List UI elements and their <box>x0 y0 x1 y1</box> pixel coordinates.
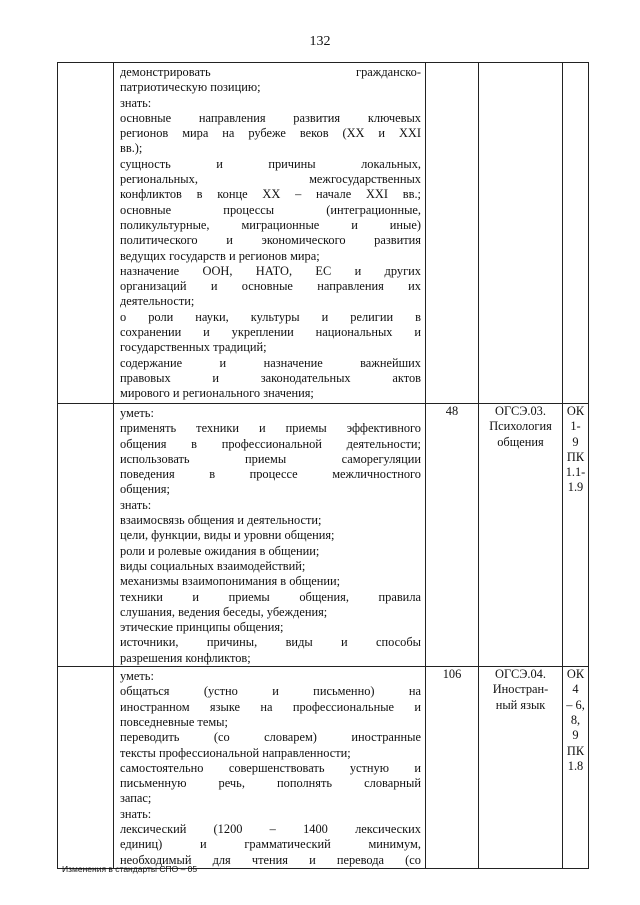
index-cell <box>58 63 114 404</box>
requirement-line: тексты профессиональной направленности; <box>120 745 351 760</box>
requirement-line: государственных традиций; <box>120 340 267 355</box>
discipline-code-line: Психология <box>489 419 552 434</box>
requirement-line: ведущих государств и регионов мира; <box>120 248 320 263</box>
requirement-line: региональных, межгосударственных <box>120 172 421 187</box>
requirement-line: о роли науки, культуры и религии в <box>120 309 421 324</box>
requirement-line: использовать приемы саморегуляции <box>120 451 421 466</box>
table-row <box>58 404 589 667</box>
discipline-code-cell <box>479 404 563 667</box>
requirement-line: переводить (со словарем) иностранные <box>120 730 421 745</box>
discipline-code-line: ОГСЭ.03. <box>495 404 546 418</box>
index-cell <box>58 667 114 869</box>
requirement-line: иностранном языке на профессиональные и <box>120 699 421 714</box>
requirement-line: деятельности; <box>120 294 195 309</box>
requirement-line: сущность и причины локальных, <box>120 156 421 171</box>
requirement-line: знать: <box>120 806 152 821</box>
requirement-line: конфликтов в конце XX – начале XXI вв.; <box>120 187 421 202</box>
requirement-line: лексический (1200 – 1400 лексических <box>120 822 421 837</box>
requirements-cell <box>114 667 426 869</box>
requirement-line: знать: <box>120 497 152 512</box>
requirements-cell <box>114 63 426 404</box>
requirement-line: общения в профессиональной деятельности; <box>120 436 421 451</box>
requirement-line: правовых и законодательных актов <box>120 370 421 385</box>
requirement-line: патриотическую позицию; <box>120 80 261 95</box>
requirement-line: организаций и основные направления их <box>120 279 421 294</box>
requirement-line: повседневные темы; <box>120 714 228 729</box>
requirement-line: знать: <box>120 95 152 110</box>
discipline-code-cell <box>479 63 563 404</box>
discipline-code-line: ОГСЭ.04. <box>495 667 546 682</box>
requirement-line: сохранении и укреплении национальных и <box>120 325 421 340</box>
standards-table <box>57 62 589 869</box>
competencies-cell <box>563 667 589 869</box>
requirement-line: вв.); <box>120 141 143 156</box>
competency-line: ПК <box>566 743 585 758</box>
requirement-line: общения; <box>120 482 170 497</box>
requirement-line: единиц) и грамматический минимум, <box>120 837 421 852</box>
requirement-line: виды социальных взаимодействий; <box>120 558 306 573</box>
requirement-line: необходимый для чтения и перевода (со <box>120 852 421 867</box>
competency-line: ПК <box>566 449 585 464</box>
index-cell <box>58 404 114 667</box>
discipline-code-line: Иностран- <box>492 682 549 697</box>
competency-line: 1.8 <box>567 758 584 773</box>
requirement-line: цели, функции, виды и уровни общения; <box>120 528 335 543</box>
requirement-line: слушания, ведения беседы, убеждения; <box>120 604 328 619</box>
hours-cell: 106 <box>426 667 479 869</box>
requirement-line: письменную речь, пополнять словарный <box>120 776 421 791</box>
discipline-code-line: ный язык <box>495 697 546 712</box>
table-row <box>58 63 589 404</box>
discipline-code-cell <box>479 667 563 869</box>
requirement-line: содержание и назначение важнейших <box>120 355 421 370</box>
requirement-line: запас; <box>120 791 152 806</box>
requirement-line: уметь: <box>120 669 154 684</box>
requirement-line: взаимосвязь общения и деятельности; <box>120 513 322 528</box>
requirement-line: самостоятельно совершенствовать устную и <box>120 760 421 775</box>
requirements-cell <box>114 404 426 667</box>
discipline-code-line: общения <box>497 434 544 449</box>
competency-line: 9 <box>572 434 579 449</box>
competency-line: – 6, 8, <box>566 697 585 727</box>
requirement-line: политического и экономического развития <box>120 233 421 248</box>
hours-cell <box>426 63 479 404</box>
requirement-line: поликультурные, миграционные и иные) <box>120 217 421 232</box>
competency-line: ОК 4 <box>566 667 585 697</box>
competency-line: 1.1- <box>565 465 586 480</box>
requirement-line: мирового и регионального значения; <box>120 386 314 401</box>
requirement-line: источники, причины, виды и способы <box>120 635 421 650</box>
requirement-line: применять техники и приемы эффективного <box>120 421 421 436</box>
requirement-line: основные процессы (интеграционные, <box>120 202 421 217</box>
requirement-line: уметь: <box>120 406 154 420</box>
competencies-cell <box>563 404 589 667</box>
requirement-line: регионов мира на рубеже веков (XX и XXI <box>120 126 421 141</box>
requirement-line: разрешения конфликтов; <box>120 650 251 665</box>
requirement-line: механизмы взаимопонимания в общении; <box>120 574 341 589</box>
competency-line: ОК 1- <box>566 404 585 434</box>
page-number: 132 <box>309 34 331 49</box>
competency-line: 1.9 <box>567 480 584 495</box>
requirement-line: этические принципы общения; <box>120 620 284 635</box>
requirement-line: техники и приемы общения, правила <box>120 589 421 604</box>
requirement-line: роли и ролевые ожидания в общении; <box>120 543 320 558</box>
requirement-line: демонстрировать гражданско- <box>120 65 421 79</box>
requirement-line: общаться (устно и письменно) на <box>120 684 421 699</box>
table-row <box>58 667 589 869</box>
competency-line: 9 <box>572 728 579 743</box>
footer-note: Изменения в стандарты СПО – 05 <box>62 864 198 874</box>
hours-cell: 48 <box>426 404 479 667</box>
competencies-cell <box>563 63 589 404</box>
requirement-line: основные направления развития ключевых <box>120 110 421 125</box>
requirement-line: назначение ООН, НАТО, ЕС и других <box>120 263 421 278</box>
requirement-line: поведения в процессе межличностного <box>120 467 421 482</box>
